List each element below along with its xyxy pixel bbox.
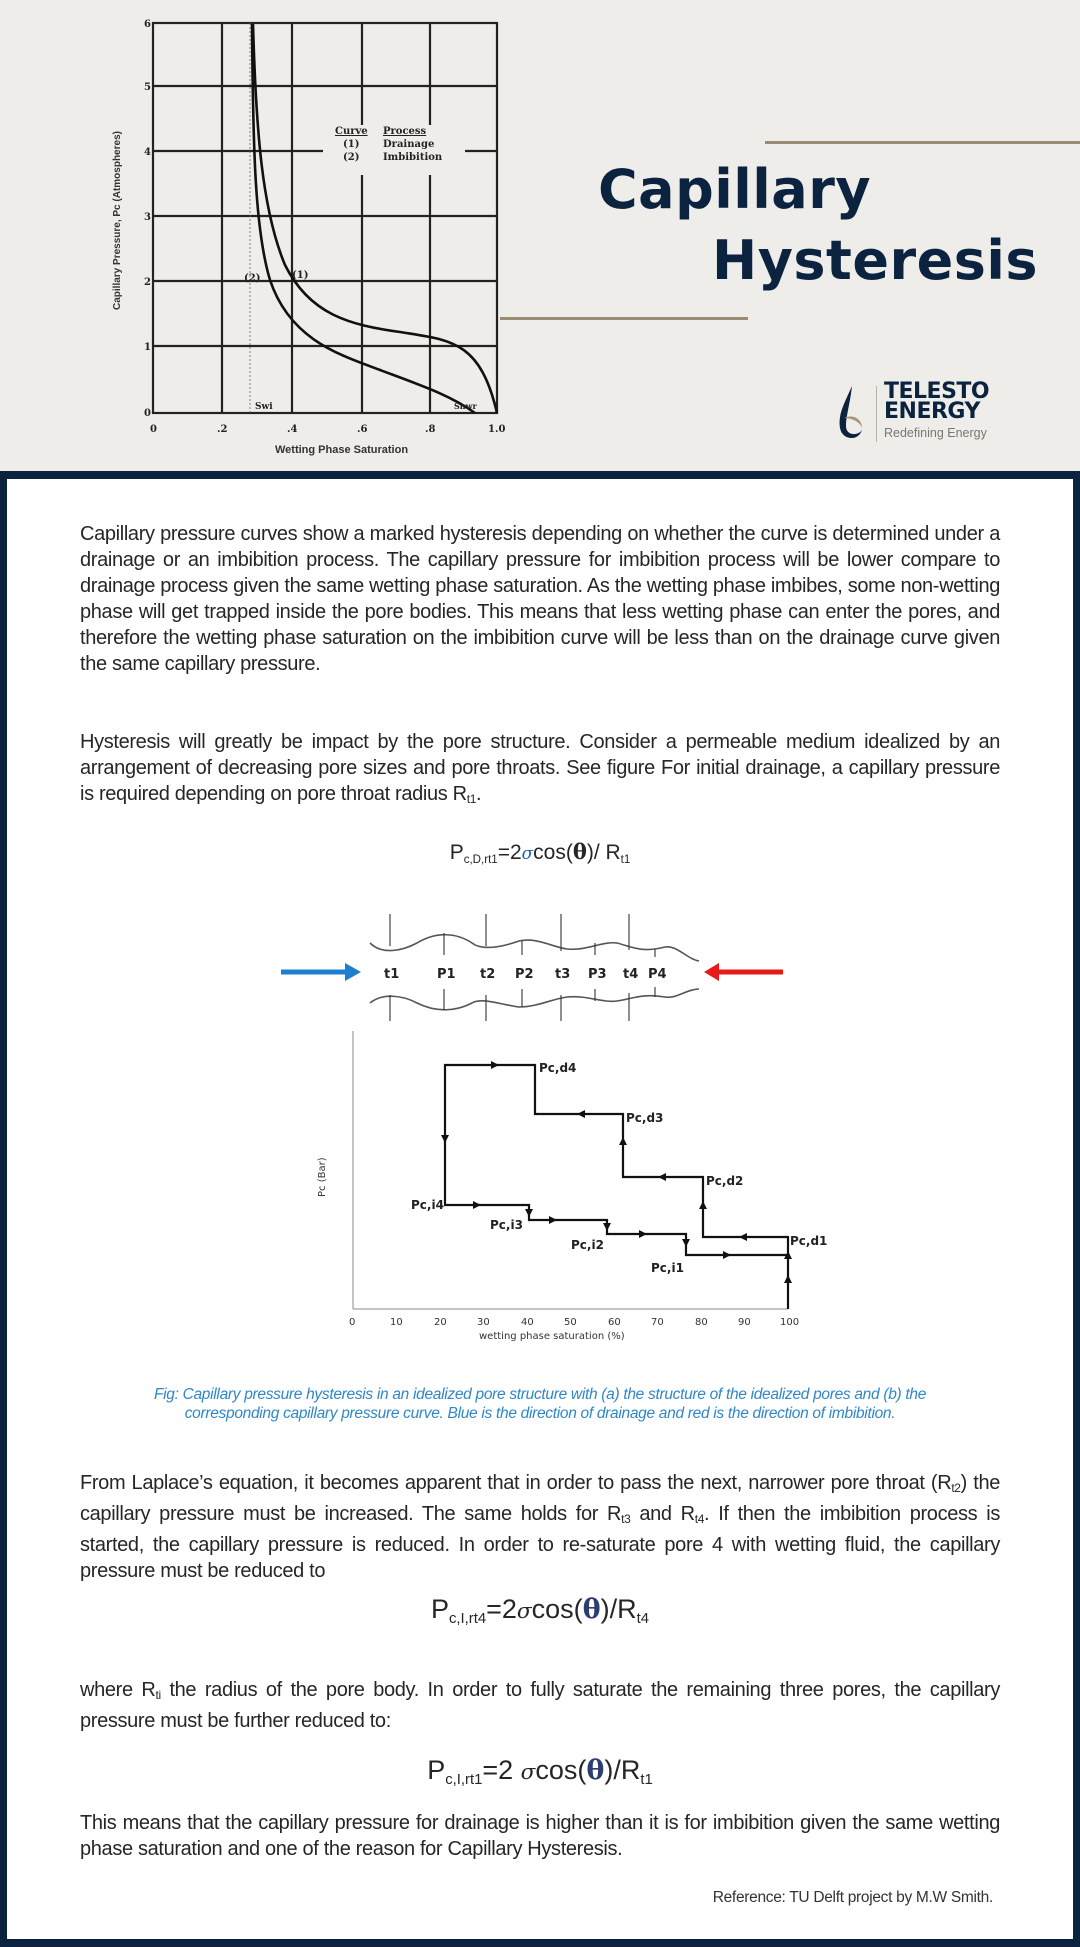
pore-hysteresis-step-chart (303, 1027, 833, 1347)
svg-text:Imbibition: Imbibition (383, 152, 443, 163)
svg-text:P4: P4 (648, 967, 667, 982)
svg-text:10: 10 (390, 1317, 403, 1328)
svg-text:20: 20 (434, 1317, 447, 1328)
svg-text:6: 6 (144, 19, 151, 30)
svg-text:P3: P3 (588, 967, 607, 982)
drainage-arrow-icon (345, 963, 361, 981)
equation-drainage: $P_{c,D,rt1}=2\sigma\cos(\theta)/$ $R_{t1}$ (449, 839, 631, 867)
paragraph-conclusion: This means that the capillary pressure for drainage is higher than it is for imbibition given the same wetting phase saturation and one of the reason for Capillary Hysteresis. (80, 1812, 1000, 1860)
svg-text:.2: .2 (217, 424, 228, 435)
svg-text:Curve: Curve (335, 126, 368, 137)
step-chart-x-label: wetting phase saturation (%) (479, 1331, 625, 1342)
svg-text:4: 4 (144, 147, 151, 158)
svg-text:80: 80 (695, 1317, 708, 1328)
page-title-line2: Hysteresis (712, 229, 1039, 292)
svg-text:(2): (2) (244, 273, 261, 284)
svg-text:P1: P1 (437, 967, 456, 982)
svg-text:0: 0 (349, 1317, 356, 1328)
svg-text:.8: .8 (425, 424, 436, 435)
oil-drop-icon (836, 384, 866, 444)
svg-text:(2): (2) (343, 152, 360, 163)
svg-text:Swi: Swi (255, 402, 273, 412)
svg-text:t2: t2 (480, 967, 496, 982)
pore-structure-diagram (267, 903, 847, 1023)
svg-text:30: 30 (477, 1317, 490, 1328)
svg-text:Pc,d3: Pc,d3 (626, 1111, 664, 1125)
svg-text:Pc,d4: Pc,d4 (539, 1061, 577, 1075)
svg-text:Pc,i3: Pc,i3 (490, 1218, 523, 1232)
logo-wordmark: TELESTO ENERGY (884, 379, 990, 424)
imbibition-arrow-icon (704, 963, 719, 981)
content-frame (0, 471, 1080, 1947)
svg-text:Pc,i2: Pc,i2 (571, 1238, 604, 1252)
svg-text:(1): (1) (343, 139, 360, 150)
svg-text:50: 50 (564, 1317, 577, 1328)
svg-text:t3: t3 (555, 967, 571, 982)
svg-text:Drainage: Drainage (383, 139, 435, 150)
step-chart-y-label: Pc (Bar) (317, 1157, 328, 1197)
svg-text:Pc,i1: Pc,i1 (651, 1261, 684, 1275)
svg-text:40: 40 (521, 1317, 534, 1328)
equation-imbibition-rt4: $P_{c,I,rt4}=2\sigma\cos(\theta)/R_{t4}$ (430, 1594, 650, 1628)
svg-text:0: 0 (144, 408, 151, 419)
paragraph-pore-structure: Hysteresis will greatly be impact by the pore structure. Consider a permeable medium idealized by an arrangement of decreasing pore sizes and pore throats. See figure For initial drainage, a capillary pressure is required depending on pore throat radius $R_{t1}$. (80, 731, 1000, 806)
y-axis-label: Capillary Pressure, Pc (Atmospheres) (112, 131, 123, 310)
svg-text:Process: Process (383, 126, 427, 137)
paragraph-laplace: From Laplace’s equation, it becomes apparent that in order to pass the next, narrower pore throat $(R_{t2})$ the capillary pressure must be increased. The same holds for $R_{t3}$ and $R_{t4}$. If then the imbibition process is started, the capillary pressure is reduced. In order to re-saturate pore 4 with wetting fluid, the capillary pressure must be reduced to (80, 1472, 1000, 1582)
svg-text:.4: .4 (287, 424, 298, 435)
decorative-rule-bottom (500, 317, 748, 320)
svg-text:t1: t1 (384, 967, 400, 982)
page-title-line1: Capillary (598, 158, 872, 221)
figure-caption: Fig: Capillary pressure hysteresis in an idealized pore structure with (a) the structure of the idealized pores and (b) the corresponding capillary pressure curve. Blue is the direction of drainage and red is the direction of imbibition. (153, 1386, 927, 1422)
svg-text:5: 5 (144, 82, 151, 93)
svg-text:1: 1 (144, 342, 151, 353)
telesto-energy-logo (836, 380, 1006, 446)
logo-tagline: Redefining Energy (884, 426, 987, 440)
svg-text:Snwr: Snwr (454, 401, 477, 411)
svg-text:Pc,i4: Pc,i4 (411, 1198, 444, 1212)
header-banner (0, 0, 1080, 471)
svg-text:70: 70 (651, 1317, 664, 1328)
svg-text:3: 3 (144, 212, 151, 223)
svg-text:1.0: 1.0 (488, 424, 506, 435)
svg-text:90: 90 (738, 1317, 751, 1328)
content-panel (7, 479, 1073, 1939)
svg-text:.6: .6 (357, 424, 368, 435)
decorative-rule-top (765, 141, 1080, 144)
paragraph-pore-body: where $R_{ti}$ the radius of the pore body. In order to fully saturate the remaining three pores, the capillary pressure must be further reduced to: (80, 1679, 1000, 1732)
svg-text:t4: t4 (623, 967, 639, 982)
svg-text:0: 0 (150, 424, 157, 435)
capillary-pressure-chart (100, 10, 520, 460)
logo-divider (876, 386, 877, 442)
svg-text:P2: P2 (515, 967, 534, 982)
svg-text:(1): (1) (292, 270, 309, 281)
x-axis-label: Wetting Phase Saturation (275, 444, 409, 456)
paragraph-intro: Capillary pressure curves show a marked hysteresis depending on whether the curve is determined under a drainage or an imbibition process. The capillary pressure for imbibition process will be lower compare to drainage process given the same wetting phase saturation. As the wetting phase imbibes, some non-wetting phase will get trapped inside the pore bodies. This means that less wetting phase can enter the pores, and therefore the wetting phase saturation on the imbibition curve will be less than on the drainage curve given the same capillary pressure. (80, 523, 1000, 675)
svg-text:Pc,d2: Pc,d2 (706, 1174, 744, 1188)
equation-imbibition-rt1: $P_{c,I,rt1}=2$ $\sigma\cos(\theta)/R_{t1}$ (427, 1755, 653, 1789)
svg-text:2: 2 (144, 277, 151, 288)
svg-text:Pc,d1: Pc,d1 (790, 1234, 828, 1248)
svg-text:100: 100 (780, 1317, 800, 1328)
reference-note: Reference: TU Delft project by M.W Smith. (712, 1889, 993, 1906)
svg-text:60: 60 (608, 1317, 621, 1328)
